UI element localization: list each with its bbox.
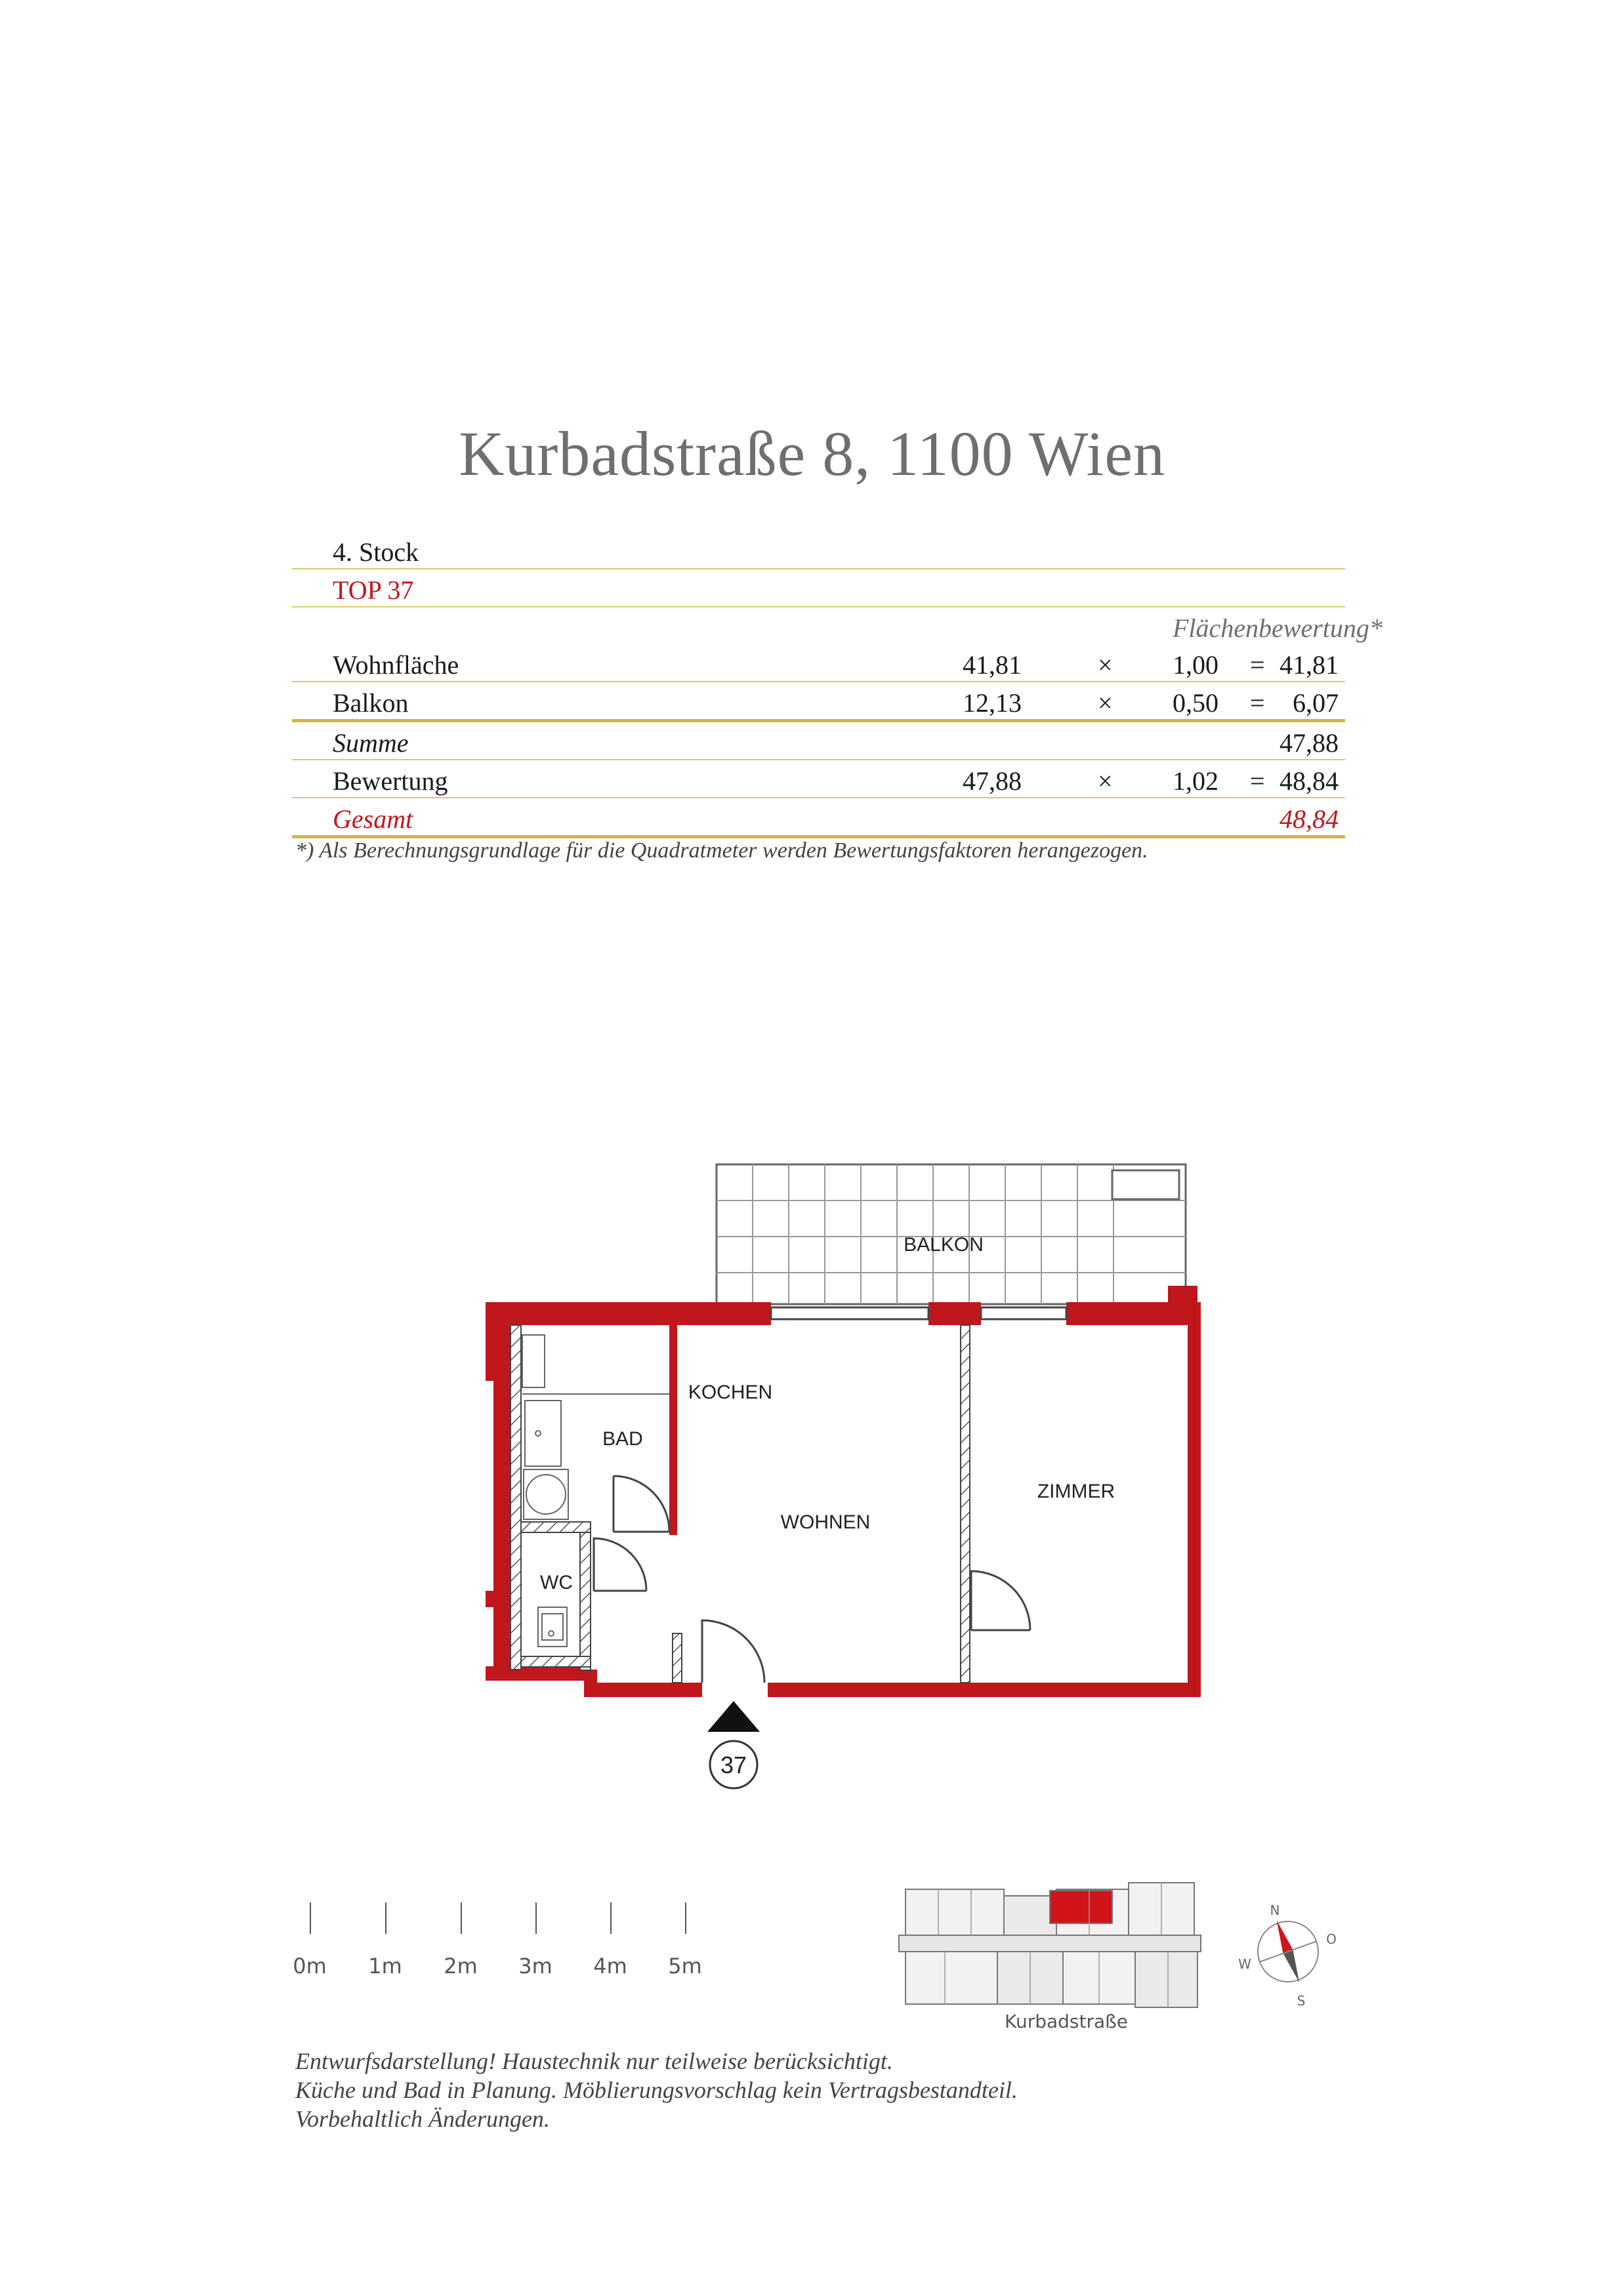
rating-factor: 1,02 [1173,766,1218,796]
scale-tick [310,1902,311,1934]
total-label: Gesamt [333,804,413,834]
inner-walls [510,1325,970,1683]
row-eq: = [1250,650,1265,680]
row-factor: 0,50 [1173,688,1218,718]
scale-bar [289,1902,748,1994]
scale-tick [385,1902,386,1934]
scale-label: 1m [368,1954,402,1978]
row-area: 41,81 [963,650,1022,680]
row-op: × [1098,650,1113,680]
room-label-kochen: KOCHEN [688,1382,773,1403]
floor-label: 4. Stock [333,537,419,567]
compass [1238,1902,1337,2009]
scale-tick [461,1902,462,1934]
rating-area: 47,88 [963,766,1022,796]
room-label-zimmer: ZIMMER [1037,1481,1115,1502]
scale-label: 4m [593,1954,627,1978]
unit-label: TOP 37 [333,575,414,605]
row-result: 6,07 [1293,688,1339,718]
valuation-header: Flächenbewertung* [1173,613,1383,643]
room-label-bad: BAD [602,1428,643,1450]
entrance-number: 37 [720,1752,747,1778]
row-op: × [1098,688,1113,718]
footnote: *) Als Berechnungsgrundlage für die Quadratmeter werden Bewertungsfaktoren herangezogen. [295,838,1148,863]
site-plan-street: Kurbadstraße [1004,2011,1129,2032]
disclaimer-line: Entwurfsdarstellung! Haustechnik nur teilweise berücksichtigt. [295,2048,893,2074]
scale-tick [685,1902,686,1934]
room-label-wc: WC [540,1572,573,1593]
total-result: 48,84 [1280,804,1339,834]
compass-o: O [1326,1931,1337,1947]
disclaimer [295,2047,1018,2133]
row-result: 41,81 [1280,650,1339,680]
row-factor: 1,00 [1173,650,1218,680]
rating-label: Bewertung [333,766,448,796]
sum-result: 47,88 [1280,728,1339,758]
compass-w: W [1238,1956,1251,1972]
scale-label: 2m [444,1954,478,1978]
room-label-balkon: BALKON [904,1234,984,1256]
sum-label: Summe [333,728,409,758]
scale-label: 5m [668,1954,702,1978]
compass-n: N [1270,1902,1280,1918]
rating-result: 48,84 [1280,766,1339,796]
rating-eq: = [1250,766,1265,796]
page-title: Kurbadstraße 8, 1100 Wien [459,419,1165,489]
entrance-marker [707,1701,760,1788]
scale-tick [610,1902,612,1934]
disclaimer-line: Küche und Bad in Planung. Möblierungsvorschlag kein Vertragsbestandteil. [295,2077,1018,2103]
row-label: Balkon [333,688,409,718]
scale-tick [535,1902,537,1934]
windows [771,1307,1066,1319]
disclaimer-line: Vorbehaltlich Änderungen. [295,2106,550,2132]
scale-label: 0m [293,1954,327,1978]
row-area: 12,13 [963,688,1022,718]
site-plan [899,1883,1201,2007]
row-label: Wohnfläche [333,650,459,680]
room-label-wohnen: WOHNEN [780,1511,871,1533]
row-eq: = [1250,688,1265,718]
scale-label: 3m [518,1954,552,1978]
bath-fixtures [522,1335,669,1647]
compass-s: S [1297,1993,1306,2009]
rating-op: × [1098,766,1113,796]
